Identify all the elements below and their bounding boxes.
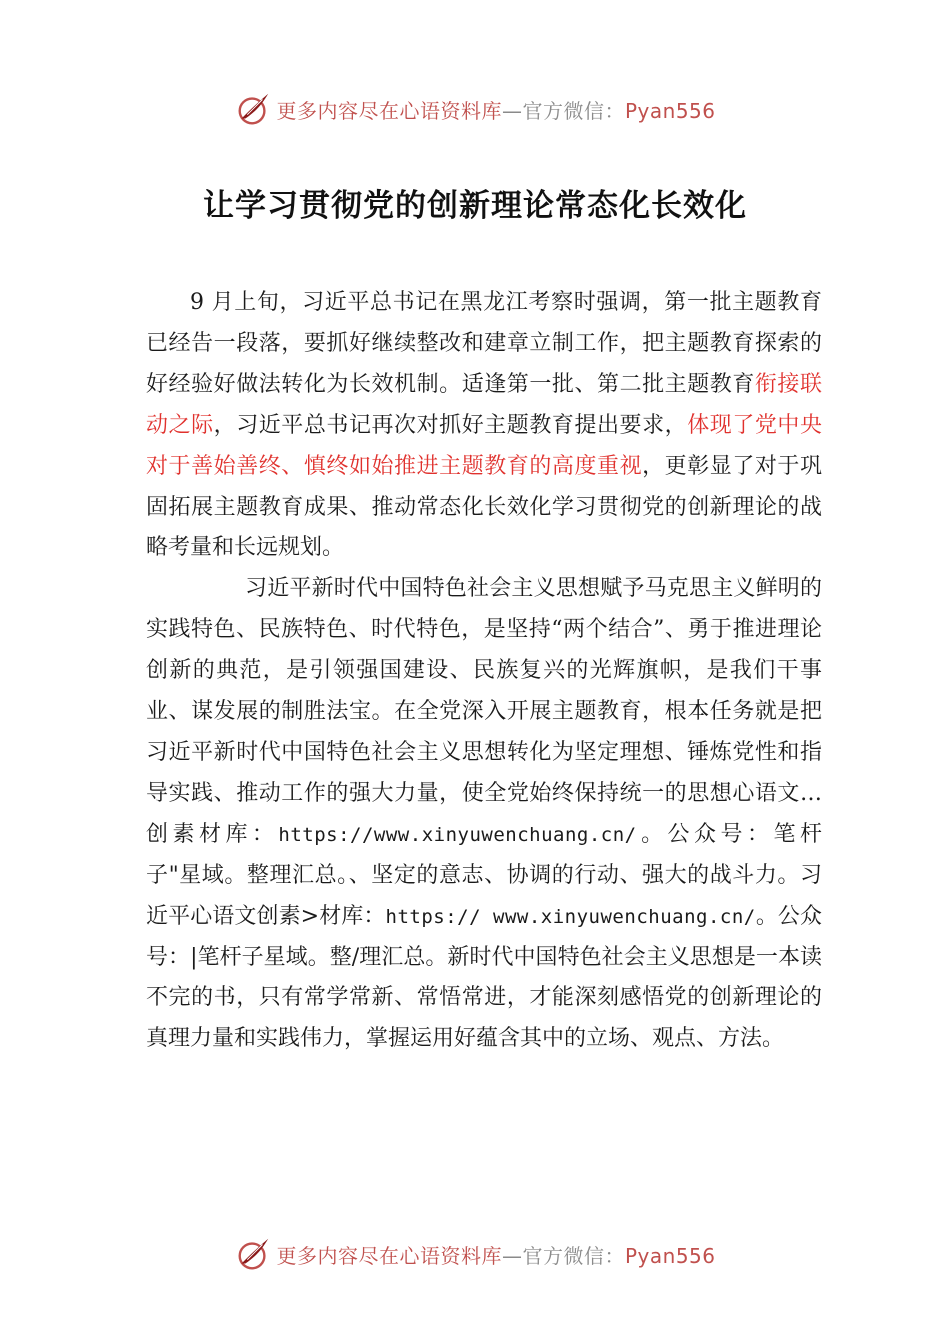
header-banner (0, 86, 950, 132)
banner-dash: — (501, 98, 523, 123)
quill-logo-icon (234, 1235, 272, 1273)
banner-text (276, 95, 715, 124)
p2-url-2: https:// www.xinyuwenchuang.cn/ (385, 905, 756, 928)
banner-dash: — (501, 1243, 523, 1268)
banner-text (276, 1240, 715, 1269)
p1-text-b: ，习近平总书记再次对抓好主题教育提出要求， (213, 412, 688, 438)
banner-main: 更多内容尽在心语资料库 (276, 98, 502, 123)
p2-url-1: https://www.xinyuwenchuang.cn/ (278, 823, 637, 846)
footer-banner (0, 1231, 950, 1277)
p1-red-1: 衔接联动之际 (146, 371, 822, 438)
p1-text-a: 9 月上旬，习近平总书记在黑龙江考察时强调，第一批主题教育已经告一段落，要抓好继续整改和建章立制工作，把主题教育探索的好经验好做法转化为长效机制。适逢第一批、第二批主题教育 (146, 290, 822, 397)
p2-text-a: 习近平新时代中国特色社会主义思想赋予马克思主义鲜明的实践特色、民族特色、时代特色，是坚持“两个结合”、勇于推进理论创新的典范，是引领强国建设、民族复兴的光辉旗帜，是我们干事业、谋发展的制胜法宝。在全党深入开展主题教育，根本任务就是把习近平新时代中国特色社会主义思想转化为坚定理想、锤炼党性和指导实践、推动工作的强大力量，使全党始终保持统一的思想心语文…创素材库： (146, 576, 822, 847)
paragraph-1 (146, 283, 822, 569)
quill-logo-icon (234, 90, 272, 128)
document-body (146, 283, 822, 1060)
banner-id: Pyan556 (624, 98, 716, 123)
paragraph-2 (146, 569, 822, 1060)
document-title: 让学习贯彻党的创新理论常态化长效化 (203, 188, 747, 224)
p1-text-c: ，更彰显了对于巩固拓展主题教育成果、推动常态化长效化学习贯彻党的创新理论的战略考量和长远规划。 (146, 453, 822, 561)
banner-wechat: 官方微信： (522, 98, 625, 123)
banner-id: Pyan556 (624, 1243, 716, 1268)
p1-red-2: 体现了党中央对于善始善终、慎终如始推进主题教育的高度重视 (146, 412, 822, 479)
banner-wechat: 官方微信： (522, 1243, 625, 1268)
p2-text-b: 。公众号：笔杆子"星域。整理汇总。、坚定的意志、协调的行动、强大的战斗力。习近平心语文创素>材库： (146, 821, 822, 929)
banner-main: 更多内容尽在心语资料库 (276, 1243, 502, 1268)
p2-text-c: 。公众号：|笔杆子星域。整/理汇总。新时代中国特色社会主义思想是一本读不完的书，只有常学常新、常悟常进，才能深刻感悟党的创新理论的真理力量和实践伟力，掌握运用好蕴含其中的立场、观点、方法。 (146, 903, 823, 1052)
